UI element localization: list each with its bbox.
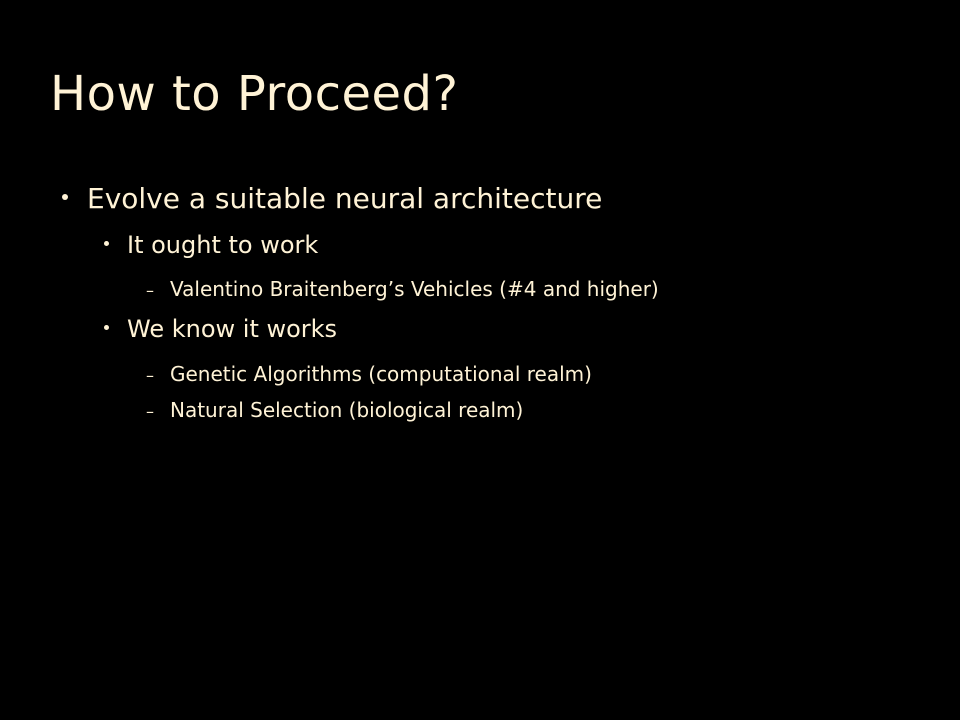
bullet-text: Evolve a suitable neural architecture xyxy=(87,182,603,215)
sub-item-text: Valentino Braitenberg’s Vehicles (#4 and higher) xyxy=(170,277,659,301)
bullet-dot-icon xyxy=(104,325,109,330)
dash-icon: – xyxy=(146,281,154,300)
bullet-dot-icon xyxy=(104,241,109,246)
dash-icon: – xyxy=(146,366,154,385)
sub-bullet-text: It ought to work xyxy=(127,231,319,259)
sub-item-text: Natural Selection (biological realm) xyxy=(170,398,524,422)
sub-bullet-2 xyxy=(104,315,337,343)
dash-icon: – xyxy=(146,402,154,421)
sub-bullet-1 xyxy=(104,231,318,259)
slide-title: How to Proceed? xyxy=(50,66,459,122)
bullet-level-1 xyxy=(62,182,602,215)
sub-bullet-text: We know it works xyxy=(127,315,338,343)
sub-item-text: Genetic Algorithms (computational realm) xyxy=(170,362,592,386)
bullet-dot-icon xyxy=(62,194,68,200)
sub-item-2-1 xyxy=(146,362,592,386)
sub-item-2-2 xyxy=(146,398,523,422)
sub-item-1-1 xyxy=(146,277,659,301)
